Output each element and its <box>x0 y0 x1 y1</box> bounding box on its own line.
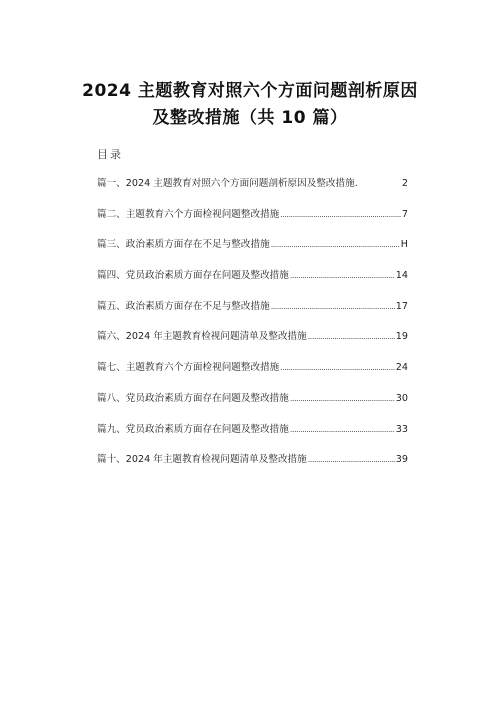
toc-entry-2[interactable] <box>97 206 408 237</box>
toc-entry-label: 篇二、主题教育六个方面检视问题整改措施 <box>97 208 280 220</box>
toc-entry-label: 篇九、党员政治素质方面存在问题及整改措施 <box>97 423 289 435</box>
toc-entry-page: 17 <box>395 300 408 312</box>
toc-entry-7[interactable] <box>97 359 408 390</box>
toc-entry-4[interactable] <box>97 267 408 298</box>
table-of-contents <box>97 175 408 482</box>
toc-entry-page: 14 <box>395 270 408 282</box>
document-title-line-2: 及整改措施（共 10 篇） <box>152 108 348 128</box>
toc-entry-label: 篇八、党员政治素质方面存在问题及整改措施 <box>97 392 289 404</box>
toc-leader-dots <box>280 210 401 219</box>
document-title-line-1: 2024 主题教育对照六个方面问题剖析原因 <box>82 81 418 101</box>
toc-entry-label: 篇三、政治素质方面存在不足与整改措施 <box>97 239 270 251</box>
toc-leader-dots <box>271 240 400 249</box>
toc-entry-label: 篇五、政治素质方面存在不足与整改措施 <box>97 300 270 312</box>
toc-entry-label: 篇四、党员政治素质方面存在问题及整改措施 <box>97 270 289 282</box>
toc-entry-page: 2 <box>401 178 408 189</box>
toc-entry-9[interactable] <box>97 421 408 452</box>
toc-leader-dots <box>308 455 395 464</box>
toc-entry-page: 30 <box>395 392 408 404</box>
toc-leader-dots <box>308 332 395 341</box>
toc-entry-label: 篇十、2024 年主题教育检视问题清单及整改措施 <box>97 454 307 466</box>
toc-entry-page: 39 <box>395 454 408 466</box>
toc-entry-page: 19 <box>395 331 408 343</box>
toc-entry-page: H <box>400 239 408 251</box>
toc-leader-dots <box>290 425 395 434</box>
toc-leader-dots <box>280 363 395 372</box>
toc-leader-dots <box>271 302 395 311</box>
toc-heading: 目录 <box>97 148 123 161</box>
toc-entry-page: 24 <box>395 362 408 374</box>
toc-entry-label: 篇六、2024 年主题教育检视问题清单及整改措施 <box>97 331 307 343</box>
toc-entry-label: 篇一、2024 主题教育对照六个方面问题剖析原因及整改措施. <box>97 178 358 189</box>
toc-entry-1[interactable] <box>97 175 408 206</box>
toc-entry-8[interactable] <box>97 390 408 421</box>
toc-entry-10[interactable] <box>97 451 408 482</box>
toc-entry-page: 7 <box>401 208 408 220</box>
toc-leader-dots <box>290 271 395 280</box>
toc-entry-6[interactable] <box>97 328 408 359</box>
toc-leader-dots <box>290 394 395 403</box>
toc-entry-5[interactable] <box>97 298 408 329</box>
toc-entry-page: 33 <box>395 423 408 435</box>
toc-entry-label: 篇七、主题教育六个方面检视问题整改措施 <box>97 362 280 374</box>
toc-entry-3[interactable] <box>97 236 408 267</box>
